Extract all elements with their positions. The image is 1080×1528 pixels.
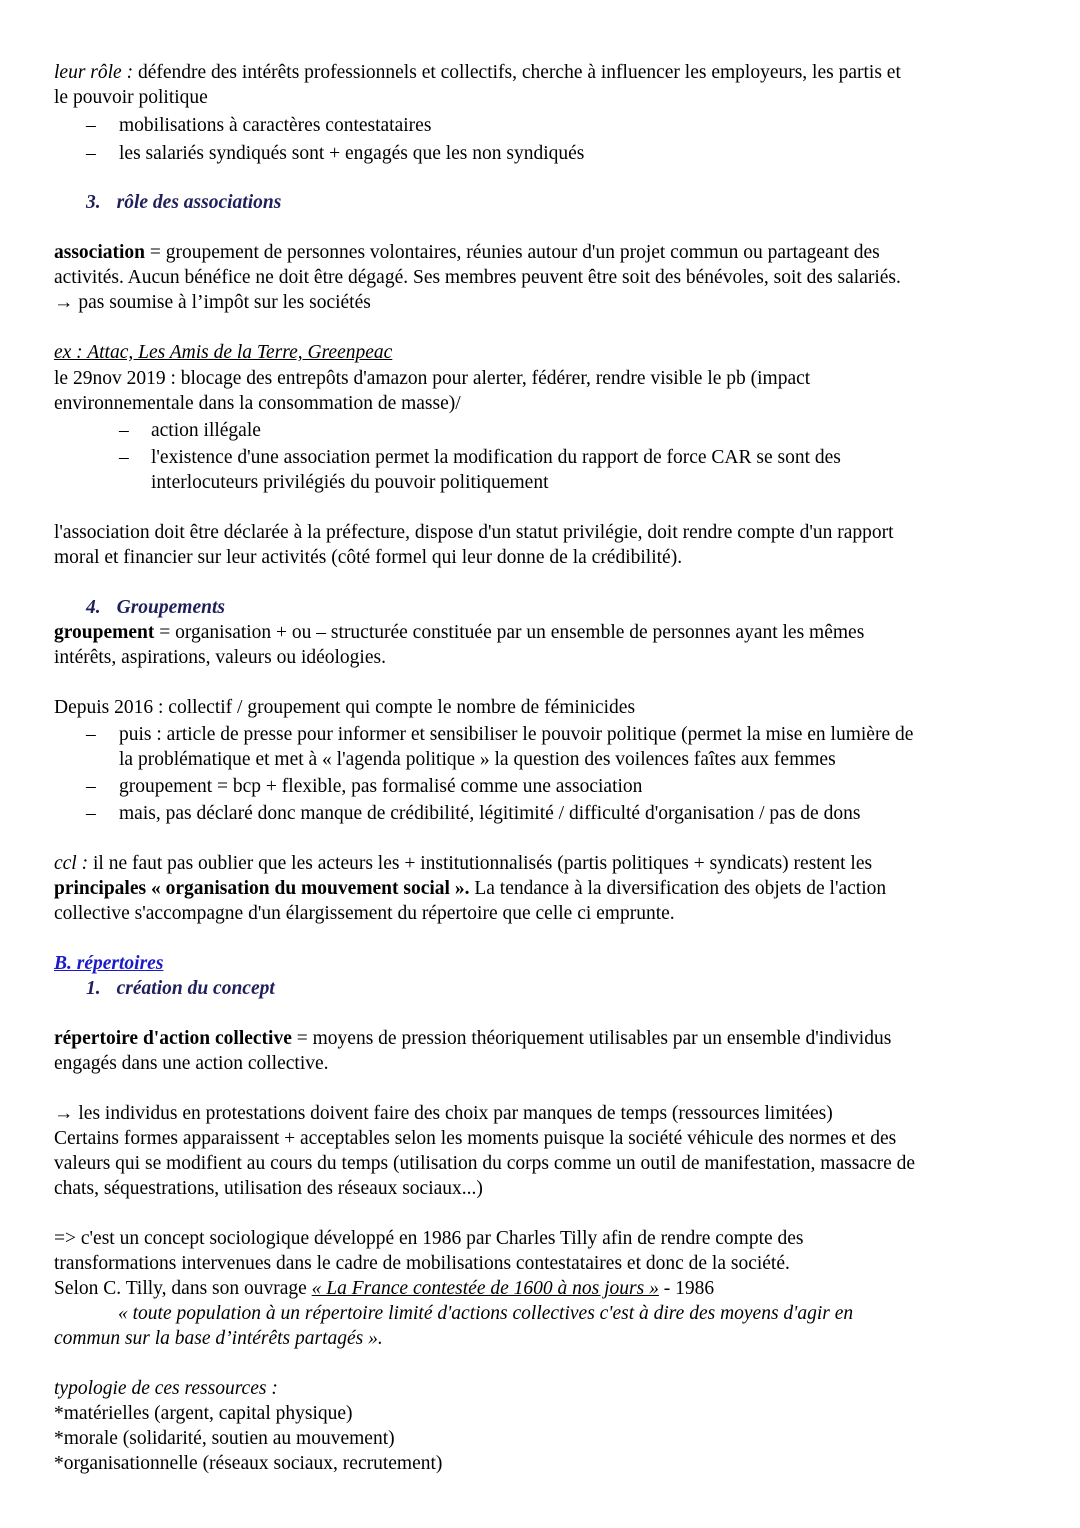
list-item: *morale (solidarité, soutien au mouvement) (54, 1428, 395, 1449)
section-heading (86, 595, 225, 620)
bullet-item: les salariés syndiqués sont + engagés que les non syndiqués (119, 143, 585, 164)
text-line (54, 1026, 891, 1051)
text-line: → pas soumise à l’impôt sur les sociétés (54, 292, 371, 313)
typology-label: typologie de ces ressources : (54, 1378, 278, 1399)
text-line: moral et financier sur leur activités (côté formel qui leur donne de la crédibilité). (54, 547, 683, 568)
term: groupement (54, 622, 155, 643)
text-span: = organisation + ou – structurée constituée par un ensemble de personnes ayant les mêmes (154, 622, 865, 643)
text-line: valeurs qui se modifient au cours du temps (utilisation du corps comme un outil de manifestation, massacre de (54, 1153, 916, 1174)
text-line (54, 620, 864, 645)
text-line (54, 240, 880, 265)
text-line (54, 60, 901, 85)
section-heading (86, 190, 281, 215)
section-b-heading: B. répertoires (54, 953, 164, 974)
bullet-dash: – (86, 143, 96, 164)
heading-title: création du concept (116, 978, 275, 999)
bullet-dash: – (86, 803, 96, 824)
bullet-dash: – (119, 420, 129, 441)
text-span: - 1986 (658, 1278, 715, 1299)
bullet-dash: – (86, 115, 96, 136)
heading-number: 3. (86, 192, 101, 213)
quote-text: « toute population à un répertoire limité d'actions collectives c'est à dire des moyens d'agir en (118, 1303, 854, 1324)
bullet-item: action illégale (151, 420, 261, 441)
bullet-item: puis : article de presse pour informer et sensibiliser le pouvoir politique (permet la mise en lumière de (119, 724, 914, 745)
text-line: engagés dans une action collective. (54, 1053, 329, 1074)
text-span: Selon C. Tilly, dans son ouvrage (54, 1278, 312, 1299)
text-line (54, 1276, 714, 1301)
text-line: Certains formes apparaissent + acceptables selon les moments puisque la société véhicule des normes et des (54, 1128, 897, 1149)
text-line: transformations intervenues dans le cadre de mobilisations contestataires et donc de la société. (54, 1253, 790, 1274)
section-heading (86, 976, 275, 1001)
heading-title: Groupements (116, 597, 225, 618)
text-line: Depuis 2016 : collectif / groupement qui compte le nombre de féminicides (54, 697, 636, 718)
text-line: le 29nov 2019 : blocage des entrepôts d'amazon pour alerter, fédérer, rendre visible le pb (impact (54, 368, 811, 389)
text-line: chats, séquestrations, utilisation des réseaux sociaux...) (54, 1178, 483, 1199)
text-line: => c'est un concept sociologique développé en 1986 par Charles Tilly afin de rendre compte des (54, 1228, 804, 1249)
term: répertoire d'action collective (54, 1028, 292, 1049)
text-span: il ne faut pas oublier que les acteurs les + institutionnalisés (partis politiques + syndicats) restent les (88, 853, 873, 874)
text-line: activités. Aucun bénéfice ne doit être dégagé. Ses membres peuvent être soit des bénévoles, soit des salariés. (54, 267, 901, 288)
example-text: ex : Attac, Les Amis de la Terre, Greenpeac (54, 342, 393, 363)
bullet-item-cont: interlocuteurs privilégiés du pouvoir politiquement (151, 472, 549, 493)
role-label: leur rôle : (54, 62, 134, 83)
text-span: défendre des intérêts professionnels et collectifs, cherche à influencer les employeurs, les partis et (133, 62, 901, 83)
heading-title: rôle des associations (116, 192, 282, 213)
bullet-item-cont: la problématique et met à « l'agenda politique » la question des voilences faîtes aux femmes (119, 749, 836, 770)
ccl-label: ccl : (54, 853, 89, 874)
text-span: La tendance à la diversification des objets de l'action (469, 878, 887, 899)
text-line: intérêts, aspirations, valeurs ou idéologies. (54, 647, 386, 668)
heading-number: 4. (86, 597, 101, 618)
bullet-item: groupement = bcp + flexible, pas formalisé comme une association (119, 776, 643, 797)
heading-number: 1. (86, 978, 101, 999)
bold-text: principales « organisation du mouvement social ». (54, 878, 470, 899)
text-line: le pouvoir politique (54, 87, 208, 108)
list-item: *matérielles (argent, capital physique) (54, 1403, 353, 1424)
text-span: = groupement de personnes volontaires, réunies autour d'un projet commun ou partageant des (145, 242, 880, 263)
bullet-dash: – (119, 447, 129, 468)
text-line: environnementale dans la consommation de masse)/ (54, 393, 461, 414)
text-line (54, 876, 886, 901)
list-item: *organisationnelle (réseaux sociaux, recrutement) (54, 1453, 443, 1474)
bullet-dash: – (86, 724, 96, 745)
example-line (54, 340, 392, 365)
bullet-item: mobilisations à caractères contestataires (119, 115, 432, 136)
quote-text: commun sur la base d’intérêts partagés ». (54, 1328, 383, 1349)
book-title: « La France contestée de 1600 à nos jours » (311, 1278, 659, 1299)
bullet-item: l'existence d'une association permet la modification du rapport de force CAR se sont des (151, 447, 841, 468)
bullet-dash: – (86, 776, 96, 797)
bullet-item: mais, pas déclaré donc manque de crédibilité, légitimité / difficulté d'organisation / pas de dons (119, 803, 861, 824)
text-line: → les individus en protestations doivent faire des choix par manques de temps (ressources limitées) (54, 1103, 833, 1124)
quote-line (54, 1326, 383, 1351)
quote-line (118, 1301, 853, 1326)
text-line: collective s'accompagne d'un élargissement du répertoire que celle ci emprunte. (54, 903, 675, 924)
text-line (54, 1376, 278, 1401)
text-line (54, 851, 872, 876)
text-span: = moyens de pression théoriquement utilisables par un ensemble d'individus (291, 1028, 892, 1049)
term: association (54, 242, 146, 263)
text-line: l'association doit être déclarée à la préfecture, dispose d'un statut privilégie, doit rendre compte d'un rapport (54, 522, 894, 543)
